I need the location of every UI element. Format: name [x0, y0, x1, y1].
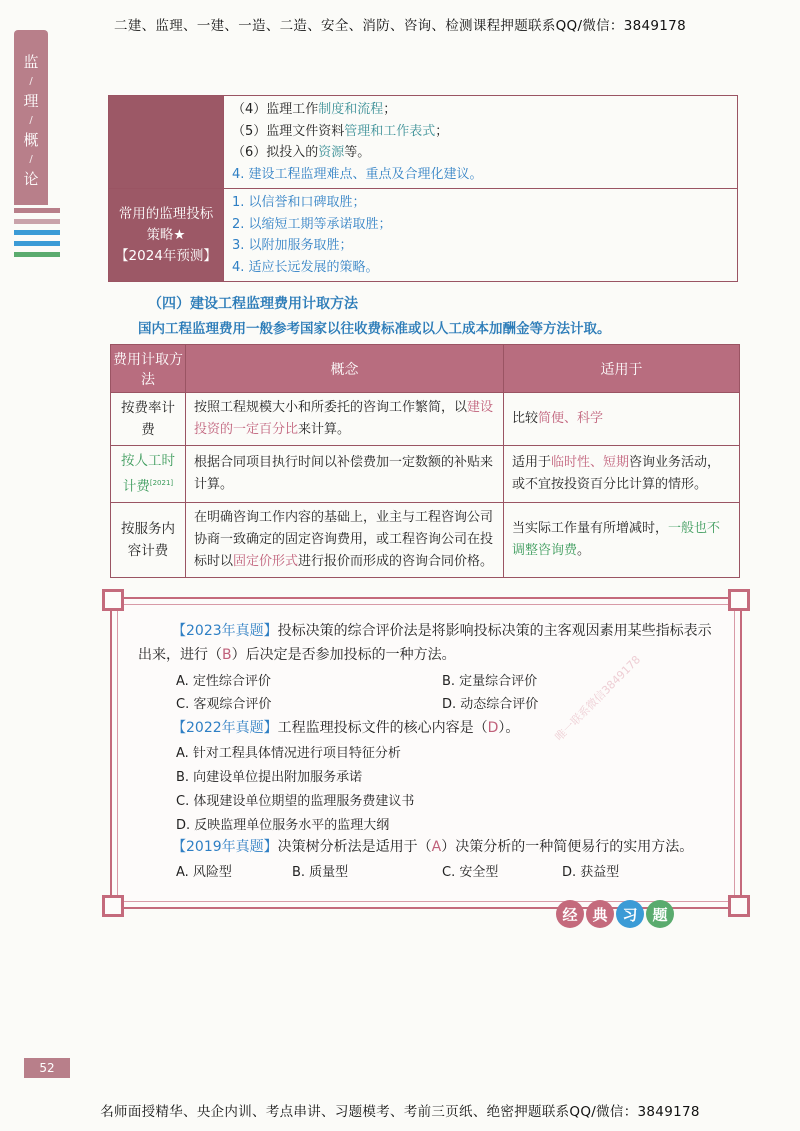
concept-cell: 按照工程规模大小和所委托的咨询工作繁简，以建设投资的一定百分比来计算。 [186, 393, 504, 446]
table-row [111, 502, 740, 577]
answer-option: B. 向建设单位提出附加服务承诺 [176, 770, 363, 785]
row-label-blank [109, 96, 224, 189]
answer-option: B. 质量型 [292, 865, 349, 880]
table-row [109, 189, 738, 282]
concept-cell: 在明确咨询工作内容的基础上，业主与工程咨询公司协商一致确定的固定咨询费用，或工程咨询公司在投标时以固定价形式进行报价而形成的咨询合同价格。 [186, 502, 504, 577]
answer-option: C. 体现建设单位期望的监理服务费建议书 [176, 794, 415, 809]
apply-cell: 适用于临时性、短期咨询业务活动，或不宜按投资百分比计算的情形。 [504, 446, 740, 503]
table-row [109, 96, 738, 189]
side-bar [14, 219, 60, 224]
list-item: 2. 以缩短工期等承诺取胜； [232, 216, 392, 232]
answer-option: B. 定量综合评价 [442, 674, 538, 689]
list-item: 3. 以附加服务取胜； [232, 238, 353, 253]
frame-corner [728, 895, 750, 917]
side-color-bars [14, 208, 60, 263]
badge-char: 题 [646, 900, 674, 928]
question-stem: 【2023年真题】投标决策的综合评价法是将影响投标决策的主客观因素用某些指标表示 [172, 623, 712, 639]
side-bar [14, 208, 60, 213]
table-header-row [111, 345, 740, 393]
side-bar [14, 252, 60, 257]
answer-option: A. 风险型 [176, 865, 232, 880]
side-tab-char: 概 [23, 131, 39, 149]
table-row [111, 393, 740, 446]
list-item: 1. 以信誉和口碑取胜； [232, 195, 366, 210]
question-stem: 出来，进行（B）后决定是否参加投标的一种方法。 [138, 647, 456, 663]
answer-option: A. 针对工程具体情况进行项目特征分析 [176, 746, 401, 761]
side-tab-char: 论 [23, 170, 39, 188]
chapter-side-tab [14, 30, 48, 205]
list-item: （5）监理文件资料管理和工作表式； [232, 123, 449, 139]
concept-cell: 根据合同项目执行时间以补偿费加一定数额的补贴来计算。 [186, 446, 504, 503]
answer-option: D. 反映监理单位服务水平的监理大纲 [176, 818, 390, 833]
fee-method-table [110, 344, 740, 578]
list-item: 4. 适应长远发展的策略。 [232, 259, 379, 275]
side-tab-char: 监 [23, 53, 39, 71]
badge-char: 典 [586, 900, 614, 928]
side-tab-slash: / [29, 76, 33, 87]
method-cell: 按服务内容计费 [111, 502, 186, 577]
question-stem: 【2019年真题】决策树分析法是适用于（A）决策分析的一种简便易行的实用方法。 [172, 839, 694, 855]
method-cell: 按人工时 计费[2021] [111, 446, 186, 503]
table-row [111, 446, 740, 503]
side-tab-slash: / [29, 154, 33, 165]
answer-option: C. 安全型 [442, 865, 499, 880]
answer-option: C. 客观综合评价 [176, 697, 272, 712]
apply-cell: 比较简便、科学 [504, 393, 740, 446]
side-bar [14, 230, 60, 235]
section-title: （四）建设工程监理费用计取方法 [148, 296, 358, 312]
side-tab-char: 理 [23, 92, 39, 110]
page-number: 52 [24, 1058, 70, 1078]
frame-corner [102, 589, 124, 611]
header-note: 二建、监理、一建、一造、二造、安全、消防、咨询、检测课程押题联系QQ/微信：3849178 [114, 18, 686, 34]
apply-cell: 当实际工作量有所增减时，一般也不调整咨询费。 [504, 502, 740, 577]
column-header: 适用于 [504, 345, 740, 393]
side-tab-slash: / [29, 115, 33, 126]
column-header: 概念 [186, 345, 504, 393]
section-description: 国内工程监理费用一般参考国家以往收费标准或以人工成本加酬金等方法计取。 [138, 321, 611, 337]
classic-exercise-badge [556, 900, 676, 928]
watermark-text: 唯一联系微信3849178 [552, 653, 644, 744]
table-cell [224, 189, 738, 282]
list-item: （6）拟投入的资源等。 [232, 145, 371, 160]
method-cell: 按费率计费 [111, 393, 186, 446]
frame-corner [728, 589, 750, 611]
badge-char: 经 [556, 900, 584, 928]
list-item: （4）监理工作制度和流程； [232, 102, 397, 117]
table-cell [224, 96, 738, 189]
list-item: 4. 建设工程监理难点、重点及合理化建议。 [232, 166, 483, 182]
footer-note: 名师面授精华、央企内训、考点串讲、习题模考、考前三页纸、绝密押题联系QQ/微信：3849178 [100, 1104, 700, 1120]
badge-char: 习 [616, 900, 644, 928]
answer-option: D. 动态综合评价 [442, 697, 539, 712]
answer-option: A. 定性综合评价 [176, 674, 271, 689]
bid-strategy-table [108, 95, 738, 282]
column-header: 费用计取方法 [111, 345, 186, 393]
answer-option: D. 获益型 [562, 865, 620, 880]
row-label: 常用的监理投标 策略★ 【2024年预测】 [109, 189, 224, 282]
question-stem: 【2022年真题】工程监理投标文件的核心内容是（D）。 [172, 720, 520, 736]
frame-corner [102, 895, 124, 917]
side-bar [14, 241, 60, 246]
